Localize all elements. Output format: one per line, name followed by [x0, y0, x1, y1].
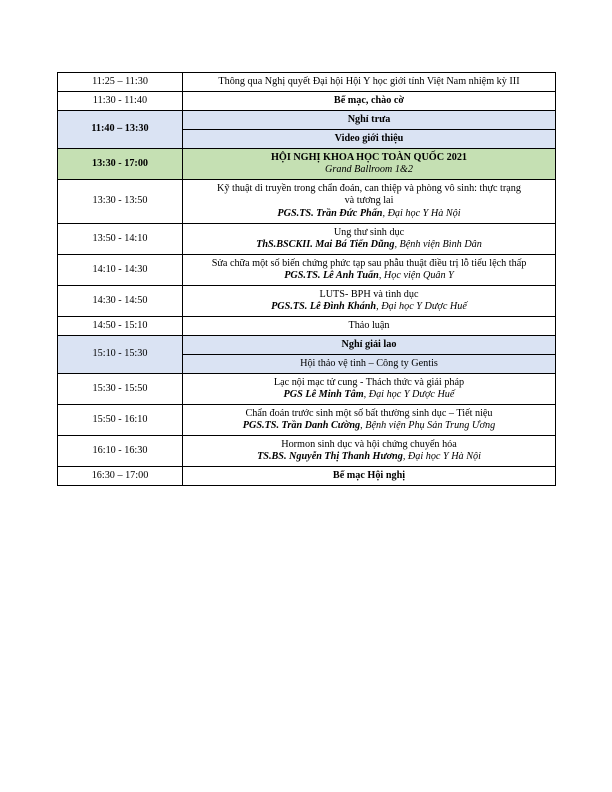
time-cell: 13:30 - 13:50	[58, 180, 183, 224]
session-title: Hội thảo vệ tinh – Công ty Gentis	[183, 355, 556, 374]
speaker-org: , Bệnh viện Phụ Sản Trung Ương	[360, 420, 496, 431]
time-cell: 14:50 - 15:10	[58, 317, 183, 336]
speaker-org: , Đại học Y Dược Huế	[376, 301, 467, 312]
table-row	[58, 374, 556, 405]
time-cell: 16:30 – 17:00	[58, 467, 183, 486]
table-row	[58, 180, 556, 224]
time-cell: 13:50 - 14:10	[58, 224, 183, 255]
talk-block	[183, 224, 556, 255]
talk-title: Kỹ thuật di truyền trong chẩn đoán, can thiệp và phòng vô sinh: thực trạng	[216, 182, 521, 194]
session-block	[183, 149, 556, 180]
speaker-org: , Học viện Quân Y	[378, 270, 454, 281]
table-row	[58, 336, 556, 355]
table-row	[58, 286, 556, 317]
schedule-table	[57, 72, 556, 486]
speaker-name: TS.BS. Nguyễn Thị Thanh Hương	[257, 451, 403, 462]
speaker-name: PGS Lê Minh Tâm	[283, 389, 364, 400]
table-row	[58, 111, 556, 130]
talk-title: Chẩn đoán trước sinh một số bất thường sinh dục – Tiết niệu	[245, 407, 493, 419]
table-row	[58, 224, 556, 255]
talk-block	[183, 255, 556, 286]
speaker-org: , Bệnh viện Bình Dân	[394, 239, 482, 250]
table-row	[58, 317, 556, 336]
session-title: Thảo luận	[183, 317, 556, 336]
talk-title: Ung thư sinh dục	[333, 226, 405, 238]
talk-block	[183, 374, 556, 405]
talk-block	[183, 436, 556, 467]
time-cell: 15:10 - 15:30	[58, 336, 183, 374]
table-row	[58, 405, 556, 436]
talk-title: Lạc nội mạc tử cung - Thách thức và giải pháp	[273, 376, 465, 388]
table-row	[58, 436, 556, 467]
speaker-name: PGS.TS. Lê Anh Tuấn	[284, 270, 379, 281]
time-cell: 15:30 - 15:50	[58, 374, 183, 405]
session-title: Thông qua Nghị quyết Đại hội Hội Y học giới tính Việt Nam nhiệm kỳ III	[183, 73, 556, 92]
talk-block	[183, 286, 556, 317]
speaker-name: PGS.TS. Trần Đức Phấn	[277, 207, 383, 219]
talk-title: và tương lai	[344, 195, 394, 207]
talk-title: LUTS- BPH và tình dục	[319, 288, 419, 300]
speaker-org: , Đại học Y Dược Huế	[363, 389, 455, 400]
table-row	[58, 92, 556, 111]
session-title: Bế mạc Hội nghị	[183, 467, 556, 486]
time-cell: 16:10 - 16:30	[58, 436, 183, 467]
time-cell: 15:50 - 16:10	[58, 405, 183, 436]
conference-title: HỘI NGHỊ KHOA HỌC TOÀN QUỐC 2021	[270, 151, 468, 163]
talk-block	[183, 180, 556, 224]
talk-title: Hormon sinh dục và hội chứng chuyển hóa	[281, 438, 457, 450]
time-cell: 11:30 - 11:40	[58, 92, 183, 111]
table-row	[58, 255, 556, 286]
speaker-org: , Đại học Y Hà Nội	[382, 207, 461, 219]
speaker-name: PGS.TS. Trần Danh Cường	[242, 420, 361, 431]
time-cell: 14:10 - 14:30	[58, 255, 183, 286]
session-title: Bế mạc, chào cờ	[183, 92, 556, 111]
speaker-name: ThS.BSCKII. Mai Bá Tiến Dũng	[256, 239, 395, 250]
session-title: Video giới thiệu	[183, 130, 556, 149]
time-cell: 14:30 - 14:50	[58, 286, 183, 317]
table-row	[58, 467, 556, 486]
session-title: Nghỉ trưa	[183, 111, 556, 130]
time-cell: 13:30 - 17:00	[58, 149, 183, 180]
time-cell: 11:25 – 11:30	[58, 73, 183, 92]
speaker-name: PGS.TS. Lê Đình Khánh	[271, 301, 377, 312]
talk-block	[183, 405, 556, 436]
time-cell: 11:40 – 13:30	[58, 111, 183, 149]
talk-title: Sửa chữa một số biến chứng phức tạp sau phẫu thuật điều trị lỗ tiểu lệch thấp	[211, 257, 527, 269]
conference-venue: Grand Ballroom 1&2	[325, 164, 413, 175]
table-row	[58, 73, 556, 92]
speaker-org: , Đại học Y Hà Nội	[402, 451, 481, 462]
session-title: Nghỉ giải lao	[183, 336, 556, 355]
table-row	[58, 149, 556, 180]
